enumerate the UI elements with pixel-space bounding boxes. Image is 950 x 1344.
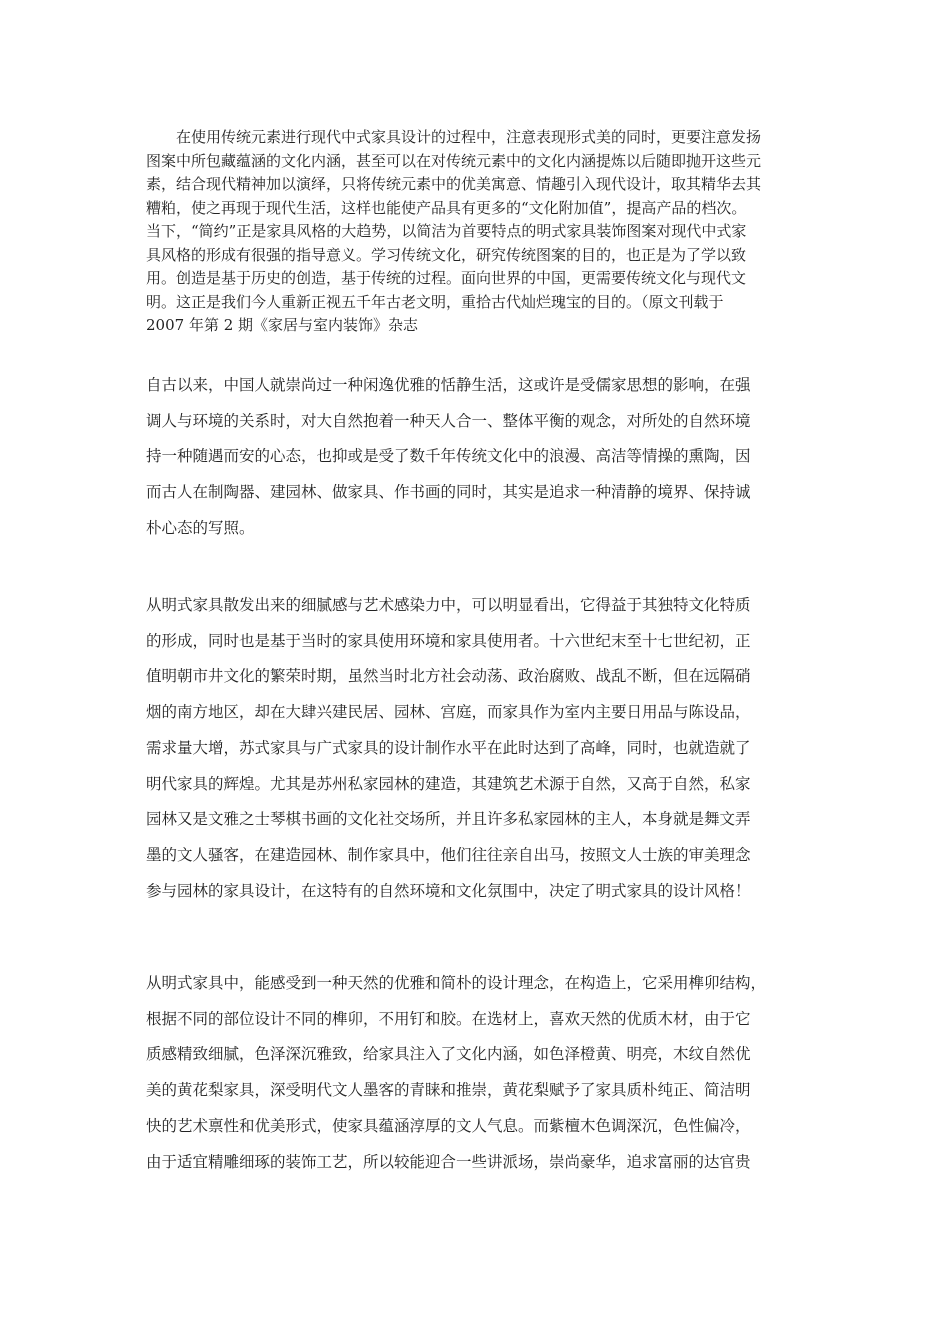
paragraph-line: 明代家具的辉煌。尤其是苏州私家园林的建造，其建筑艺术源于自然，又高于自然，私家 — [146, 774, 751, 793]
paragraph-line: 参与园林的家具设计，在这特有的自然环境和文化氛围中，决定了明式家具的设计风格！ — [146, 881, 751, 900]
paragraph-line: 墨的文人骚客，在建造园林、制作家具中，他们往往亲自出马，按照文人士族的审美理念 — [146, 845, 751, 864]
paragraph-line: 的形成，同时也是基于当时的家具使用环境和家具使用者。十六世纪末至十七世纪初，正 — [146, 631, 751, 650]
paragraph-line: 朴心态的写照。 — [146, 518, 255, 537]
paragraph-line: 质感精致细腻，色泽深沉雅致，给家具注入了文化内涵，如色泽橙黄、明亮，木纹自然优 — [146, 1045, 751, 1064]
paragraph-line: 调人与环境的关系时，对大自然抱着一种天人合一、整体平衡的观念，对所处的自然环境 — [146, 411, 751, 430]
paragraph-line: 从明式家具中，能感受到一种天然的优雅和简朴的设计理念，在构造上，它采用榫卯结构， — [146, 974, 767, 992]
paragraph-line: 自古以来，中国人就崇尚过一种闲逸优雅的恬静生活，这或许是受儒家思想的影响，在强 — [146, 376, 751, 394]
paragraph-line: 具风格的形成有很强的指导意义。学习传统文化，研究传统图案的目的，也正是为了学以致 — [146, 245, 747, 264]
paragraph-line: 需求量大增，苏式家具与广式家具的设计制作水平在此时达到了高峰，同时，也就造就了 — [146, 738, 751, 757]
intro-paragraph — [146, 126, 806, 338]
paragraph-line: 当下，“简约”正是家具风格的大趋势，以简洁为首要特点的明式家具装饰图案对现代中式家 — [146, 222, 747, 240]
body-paragraph-3 — [146, 966, 816, 1180]
source-citation-line: 2007 年第 2 期《家居与室内装饰》杂志 — [146, 316, 419, 334]
paragraph-line: 烟的南方地区，却在大肆兴建民居、园林、宫庭，而家具作为室内主要日用品与陈设品， — [146, 703, 751, 722]
paragraph-line: 由于适宜精雕细琢的装饰工艺，所以较能迎合一些讲派场，崇尚豪华，追求富丽的达官贵 — [146, 1152, 751, 1171]
paragraph-line: 在使用传统元素进行现代中式家具设计的过程中，注意表现形式美的同时，更要注意发扬 — [176, 128, 762, 146]
body-paragraph-2 — [146, 588, 816, 909]
body-paragraph-1 — [146, 368, 816, 547]
paragraph-line: 园林又是文雅之士琴棋书画的文化社交场所，并且许多私家园林的主人，本身就是舞文弄 — [146, 810, 751, 829]
paragraph-line: 用。创造是基于历史的创造，基于传统的过程。面向世界的中国，更需要传统文化与现代文 — [146, 269, 747, 287]
paragraph-line: 素，结合现代精神加以演绎，只将传统元素中的优美寓意、情趣引入现代设计，取其精华去其 — [146, 175, 762, 193]
paragraph-line: 持一种随遇而安的心态，也抑或是受了数千年传统文化中的浪漫、高洁等情操的熏陶，因 — [146, 447, 751, 466]
paragraph-line: 而古人在制陶器、建园林、做家具、作书画的同时，其实是追求一种清静的境界、保持诚 — [146, 483, 751, 502]
paragraph-line: 从明式家具散发出来的细腻感与艺术感染力中，可以明显看出，它得益于其独特文化特质 — [146, 596, 751, 614]
paragraph-line: 根据不同的部位设计不同的榫卯，不用钉和胶。在选材上，喜欢天然的优质木材，由于它 — [146, 1009, 751, 1028]
paragraph-line: 值明朝市井文化的繁荣时期，虽然当时北方社会动荡、政治腐败、战乱不断，但在远隔硝 — [146, 667, 751, 686]
paragraph-line: 美的黄花梨家具，深受明代文人墨客的青睐和推崇，黄花梨赋予了家具质朴纯正、简洁明 — [146, 1081, 751, 1100]
paragraph-line: 图案中所包藏蕴涵的文化内涵，甚至可以在对传统元素中的文化内涵提炼以后随即抛开这些元 — [146, 151, 762, 170]
paragraph-line: 糟粕，使之再现于现代生活，这样也能使产品具有更多的“文化附加值”，提高产品的档次。 — [146, 198, 747, 217]
paragraph-line: 快的艺术禀性和优美形式，使家具蕴涵淳厚的文人气息。而紫檀木色调深沉，色性偏冷， — [146, 1116, 751, 1135]
paragraph-line: 明。这正是我们今人重新正视五千年古老文明，重拾古代灿烂瑰宝的目的。（原文刊载于 — [146, 292, 724, 311]
